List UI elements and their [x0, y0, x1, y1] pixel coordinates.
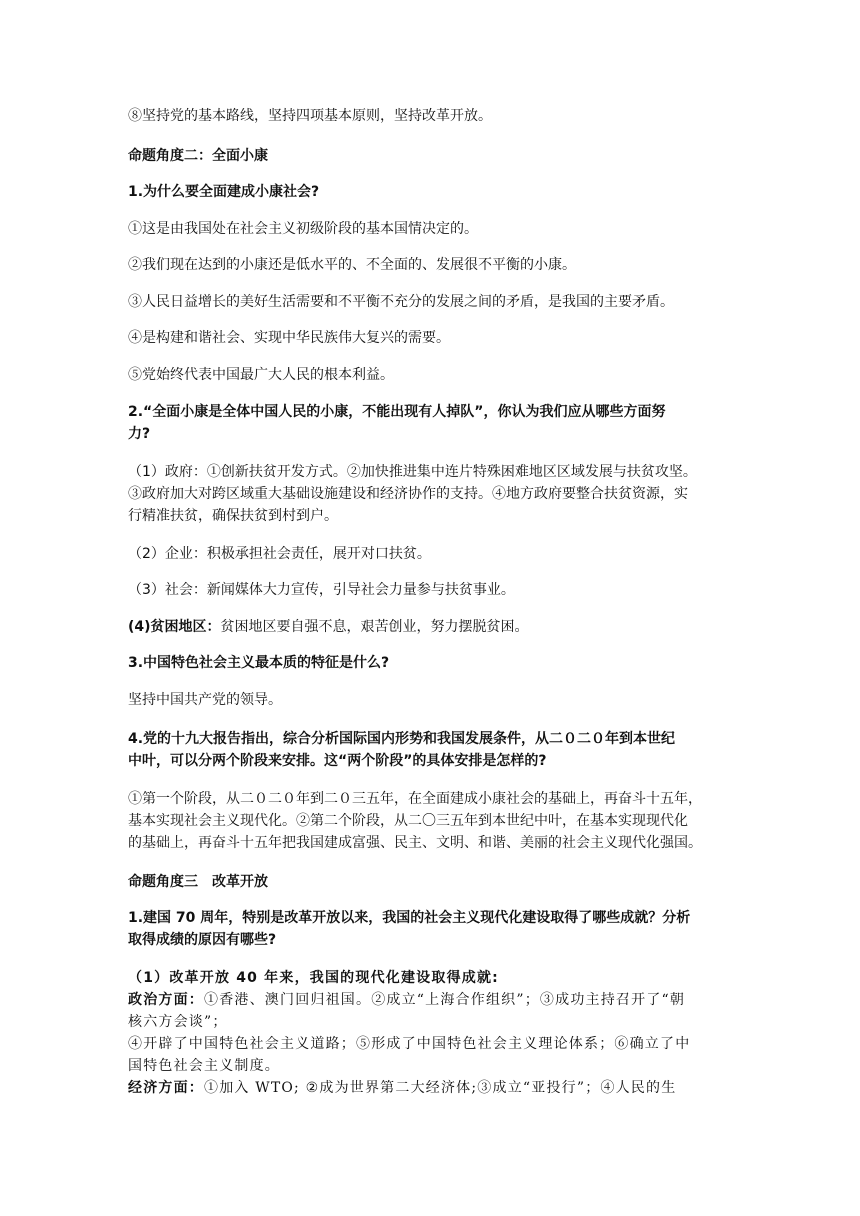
government-line-2: ③政府加大对跨区域重大基础设施建设和经济协作的支持。④地方政府要整合扶贫资源，实 — [128, 486, 688, 502]
question-2 — [128, 401, 738, 445]
political-line-4: 国特色社会主义制度。 — [128, 1058, 280, 1074]
question-4 — [128, 728, 738, 772]
question-2-line-1: 2.“全面小康是全体中国人民的小康，不能出现有人掉队”，你认为我们应从哪些方面努 — [128, 404, 666, 420]
political-label: 政治方面： — [128, 992, 204, 1008]
economic-achievements — [128, 1077, 738, 1099]
section-heading-3: 命题角度三 改革开放 — [128, 874, 268, 890]
answer-1-item-3: ③人民日益增长的美好生活需要和不平衡不充分的发展之间的矛盾，是我国的主要矛盾。 — [128, 294, 674, 310]
political-line-3: ④开辟了中国特色社会主义道路；⑤形成了中国特色社会主义理论体系；⑥确立了中 — [128, 1036, 691, 1052]
answer-4 — [128, 788, 738, 854]
government-line-1: ①创新扶贫开发方式。②加快推进集中连片特殊困难地区区域发展与扶贫攻坚。 — [206, 464, 697, 480]
enterprise-text: 积极承担社会责任，展开对口扶贫。 — [206, 546, 431, 562]
question-3: 3.中国特色社会主义最本质的特征是什么? — [128, 655, 390, 671]
political-line-2: 核六方会谈”； — [128, 1014, 228, 1030]
answer-3: 坚持中国共产党的领导。 — [128, 692, 282, 708]
answer-1-item-5: ⑤党始终代表中国最广大人民的根本利益。 — [128, 367, 394, 383]
answer-1-item-2: ②我们现在达到的小康还是低水平的、不全面的、发展很不平衡的小康。 — [128, 257, 576, 273]
question-4-line-1: 4.党的十九大报告指出，综合分析国际国内形势和我国发展条件，从二０二０年到本世纪 — [128, 731, 676, 747]
question-5-line-2: 取得成绩的原因有哪些? — [128, 932, 277, 948]
question-5-line-1: 1.建国 70 周年，特别是改革开放以来，我国的社会主义现代化建设取得了哪些成就？分析 — [128, 910, 691, 926]
question-4-line-2: 中叶，可以分两个阶段来安排。这“两个阶段”的具体安排是怎样的? — [128, 753, 547, 769]
government-label: （1）政府： — [128, 464, 207, 480]
section-heading-2: 命题角度二：全面小康 — [128, 148, 268, 164]
answer-4-line-3: 的基础上，再奋斗十五年把我国建成富强、民主、文明、和谐、美丽的社会主义现代化强国。 — [128, 835, 702, 851]
enterprise-label: （2）企业： — [128, 546, 207, 562]
answer-1-item-4: ④是构建和谐社会、实现中华民族伟大复兴的需要。 — [128, 330, 450, 346]
achievements-heading: （1）改革开放 40 年来，我国的现代化建设取得成就: — [128, 970, 499, 986]
poor-areas-text: 贫困地区要自强不息，艰苦创业，努力摆脱贫困。 — [220, 619, 529, 635]
answer-government — [128, 461, 738, 527]
society-label: （3）社会： — [128, 582, 207, 598]
answer-poor-areas — [128, 616, 738, 638]
government-line-3: 行精准扶贫，确保扶贫到村到户。 — [128, 508, 338, 524]
question-5 — [128, 907, 738, 951]
economic-line-1: ①加入 WTO; ②成为世界第二大经济体;③成立“亚投行”；④人民的生 — [204, 1080, 677, 1096]
question-1: 1.为什么要全面建成小康社会? — [128, 184, 320, 200]
society-text: 新闻媒体大力宣传，引导社会力量参与扶贫事业。 — [206, 582, 515, 598]
answer-society — [128, 579, 738, 601]
question-2-line-2: 力? — [128, 426, 151, 442]
answer-enterprise — [128, 543, 738, 565]
political-line-1: ①香港、澳门回归祖国。②成立“上海合作组织”；③成功主持召开了“朝 — [204, 992, 686, 1008]
economic-label: 经济方面： — [128, 1080, 204, 1096]
answer-4-line-1: ①第一个阶段，从二０二０年到二０三五年，在全面建成小康社会的基础上，再奋斗十五年， — [128, 791, 702, 807]
political-achievements — [128, 989, 738, 1077]
principle-line: ⑧坚持党的基本路线，坚持四项基本原则，坚持改革开放。 — [128, 108, 492, 124]
answer-1-item-1: ①这是由我国处在社会主义初级阶段的基本国情决定的。 — [128, 221, 478, 237]
poor-areas-label: (4)贫困地区： — [128, 619, 221, 635]
answer-4-line-2: 基本实现社会主义现代化。②第二个阶段，从二〇三五年到本世纪中叶，在基本实现现代化 — [128, 813, 688, 829]
